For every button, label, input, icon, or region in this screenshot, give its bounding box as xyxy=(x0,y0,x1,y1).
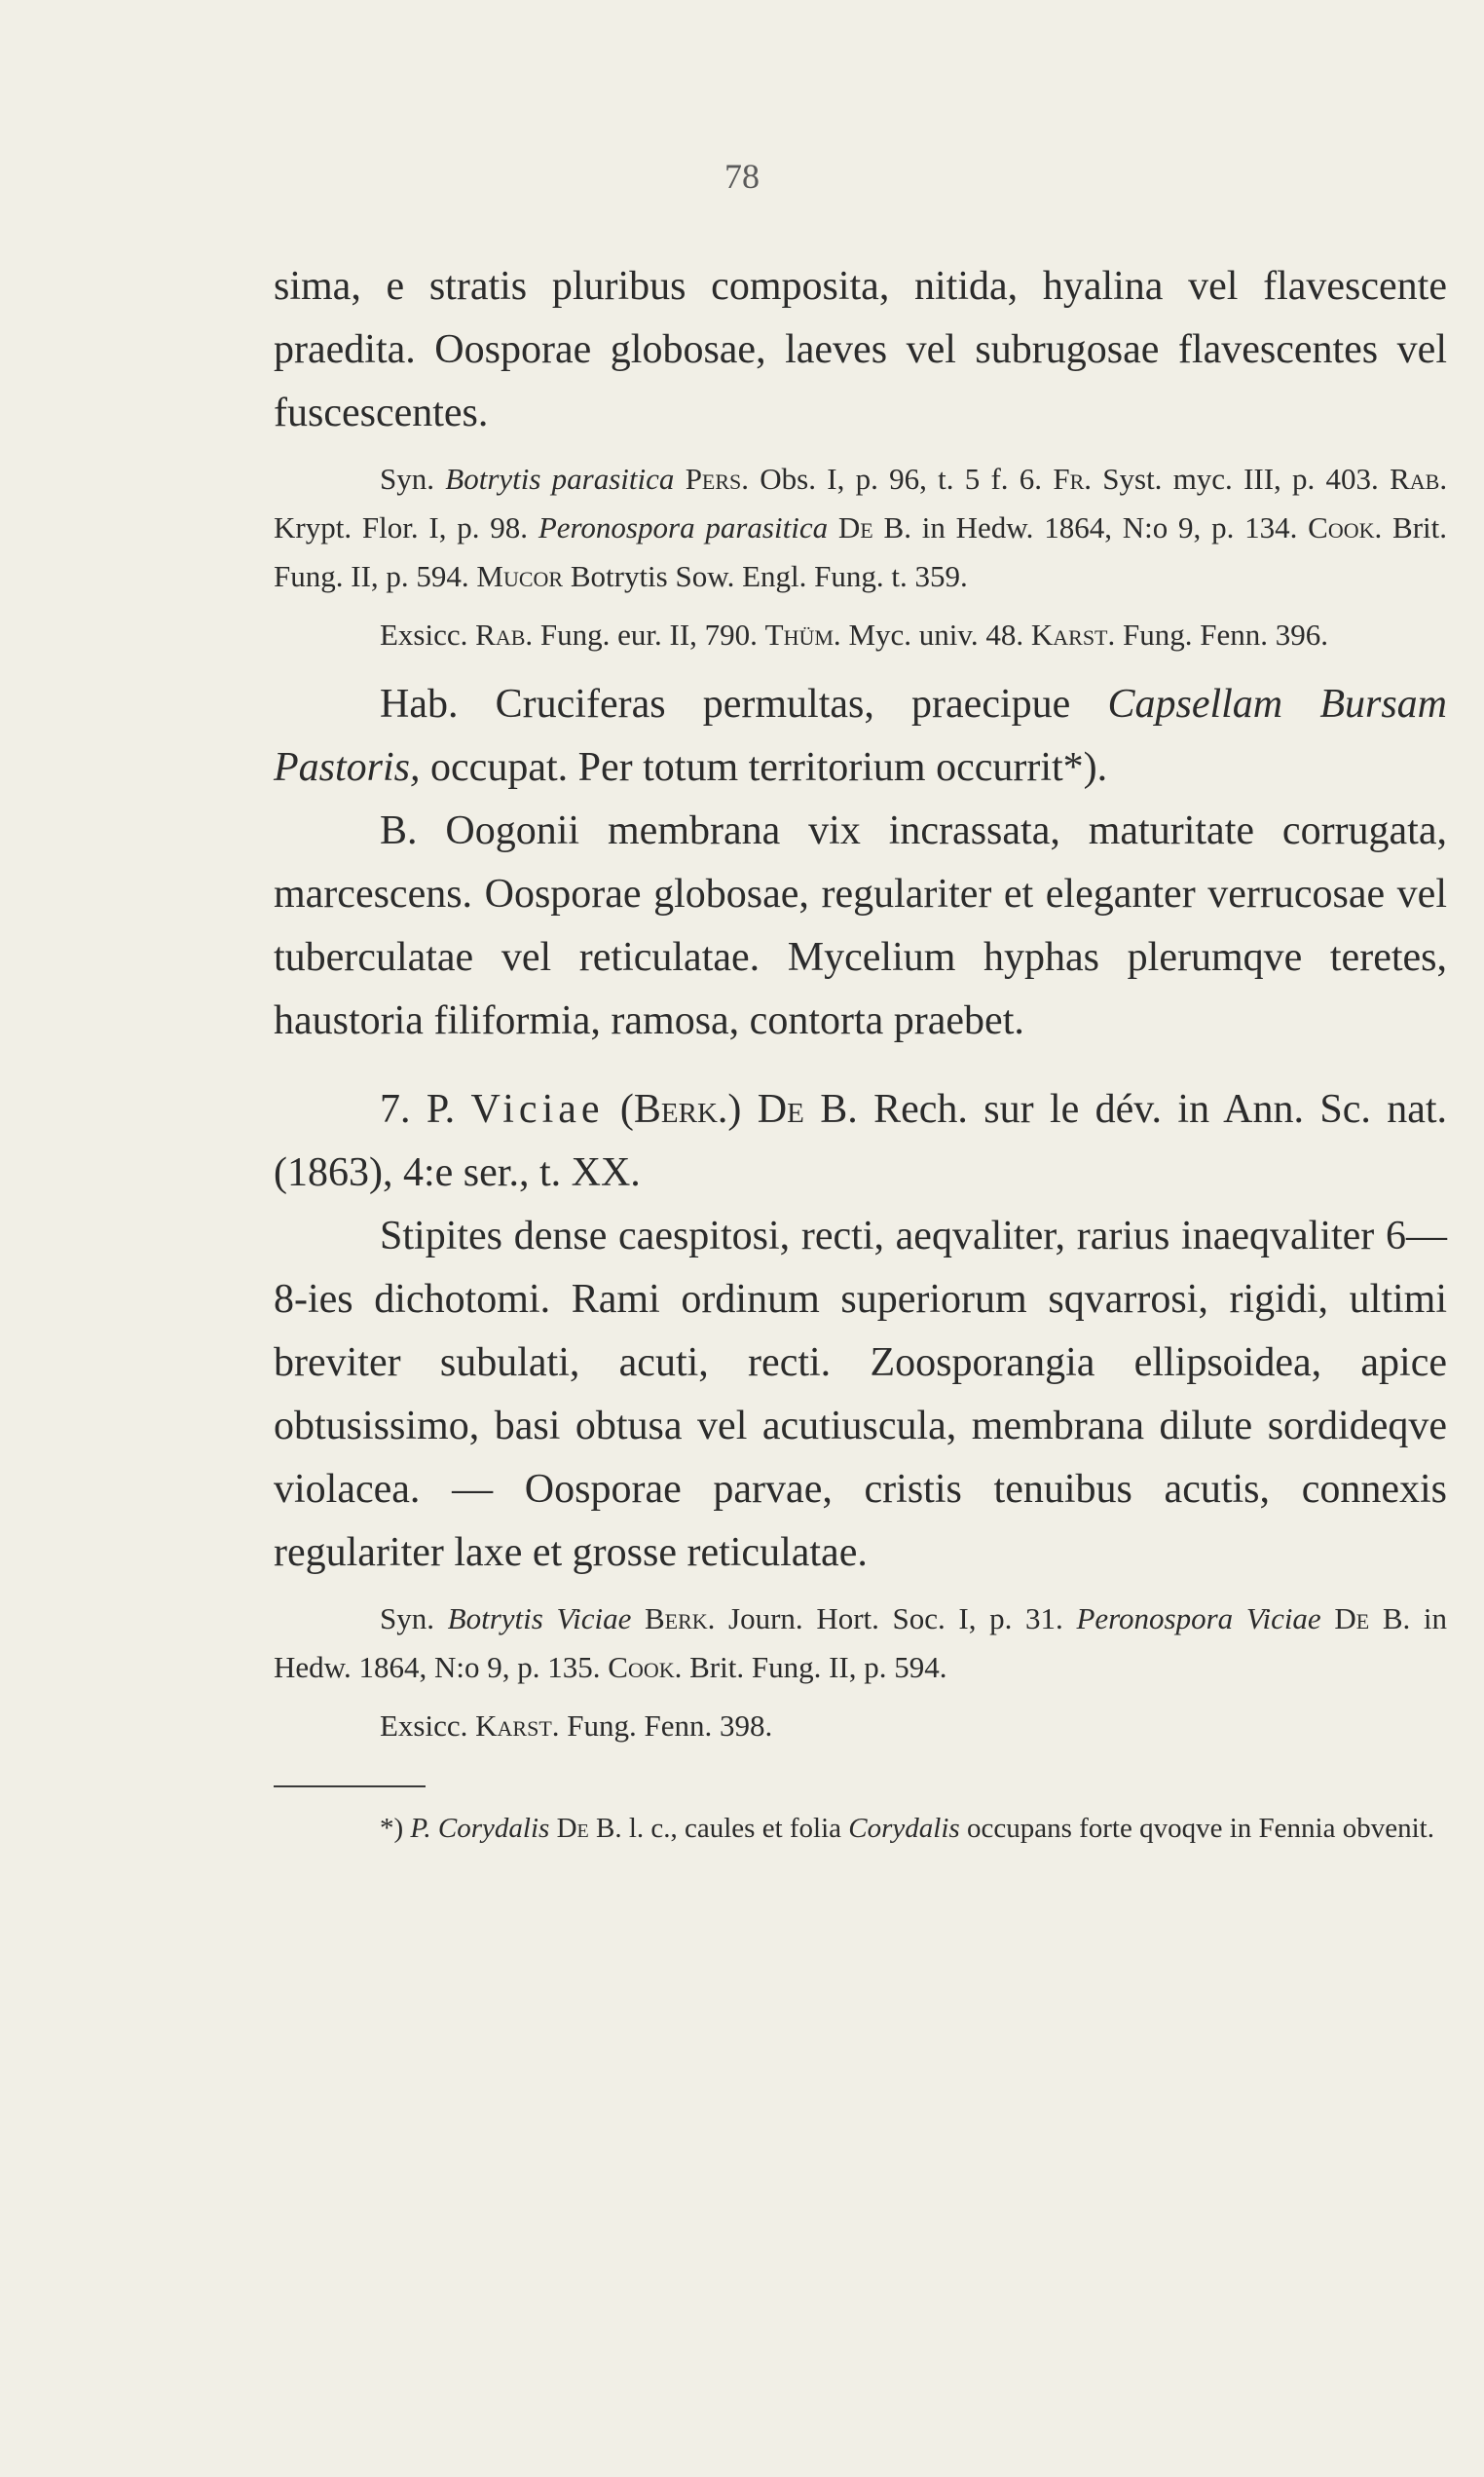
syn-taxon-name: Peronospora Viciae xyxy=(1076,1601,1321,1635)
species-heading xyxy=(274,1078,1447,1205)
syn-author: De xyxy=(1334,1601,1370,1635)
syn-reference: Syst. myc. III, p. 403. xyxy=(1102,462,1379,496)
habitat-lead: Hab. Cruciferas permultas, praecipue xyxy=(380,682,1071,727)
syn-reference: B. in Hedw. 1864, N:o 9, p. 135. xyxy=(274,1601,1447,1684)
exsiccatae-paragraph xyxy=(274,611,1447,659)
species-author: Berk. xyxy=(633,1087,728,1132)
paragraph-oospore-description: sima, e stratis pluribus composita, nitida, hyalina vel flavescente praedita. Oosporae globosae, laeves vel subrugosae flavescentes vel fuscescentes. xyxy=(274,264,1447,435)
text-column xyxy=(274,255,1447,1850)
syn-author: De xyxy=(837,510,873,544)
syn-reference: Brit. Fung. II, p. 594. xyxy=(274,510,1448,593)
footnote-host-name: Corydalis xyxy=(848,1813,960,1844)
syn-reference: Krypt. Flor. I, p. 98. xyxy=(274,510,529,544)
exsicc-reference: Fung. Fenn. 396. xyxy=(1123,618,1328,652)
syn-label: Syn. xyxy=(380,1601,434,1635)
species-reference: B. Rech. sur le dév. in Ann. Sc. nat. (1863), 4:e ser., t. XX. xyxy=(274,1087,1448,1195)
exsicc-author: Rab. xyxy=(475,618,534,652)
species-description: Stipites dense caespitosi, recti, aeqvaliter, rarius inaeqvaliter 6—8-ies dichotomi. Rami ordinum superiorum sqvarrosi, rigidi, ultimi breviter subulati, acuti, recti. Zoosporangia ellipsoidea, apice obtusissimo, basi obtusa vel acutiuscula, membrana dilute sordideqve violacea. — Oosporae parvae, cristis tenuibus acutis, connexis regulariter laxe et grosse reticulatae. xyxy=(274,1214,1447,1575)
syn-reference: Botrytis Sow. Engl. Fung. t. 359. xyxy=(570,559,968,593)
exsicc-reference: Fung. eur. II, 790. xyxy=(539,618,758,652)
footnote-author: De xyxy=(556,1813,589,1844)
syn-author: Cook. xyxy=(608,1650,683,1684)
syn-author: Pers. xyxy=(685,462,750,496)
exsicc-reference: Fung. Fenn. 398. xyxy=(567,1708,773,1743)
variety-b-paragraph: B. Oogonii membrana vix incrassata, maturitate corrugata, marcescens. Oosporae globosae, regulariter et eleganter verrucosae vel tuberculatae vel reticulatae. Mycelium hyphas plerumqve teretes, haustoria filiformia, ramosa, contorta praebet. xyxy=(274,808,1447,1043)
page-number: 78 xyxy=(724,157,760,196)
exsicc-author: Karst. xyxy=(475,1708,560,1743)
syn-author: Cook. xyxy=(1308,510,1383,544)
species-author-2: De xyxy=(757,1087,804,1132)
host-name: Capsellam Bursam Pastoris, xyxy=(274,682,1447,790)
synonyms-paragraph-2 xyxy=(274,1595,1447,1692)
auth-close-paren: ) xyxy=(727,1087,742,1132)
syn-author: Rab. xyxy=(1390,462,1448,496)
auth-open-paren: ( xyxy=(619,1087,634,1132)
footnote xyxy=(274,1807,1447,1850)
exsicc-reference: Myc. univ. 48. xyxy=(848,618,1024,652)
exsicc-label: Exsicc. xyxy=(380,1708,468,1743)
footnote-divider xyxy=(274,1785,426,1787)
syn-reference: B. in Hedw. 1864, N:o 9, p. 134. xyxy=(883,510,1298,544)
syn-label: Syn. xyxy=(380,462,434,496)
syn-author: Mucor xyxy=(476,559,564,593)
syn-taxon-name: Peronospora parasitica xyxy=(538,510,829,544)
syn-reference: Obs. I, p. 96, t. 5 f. 6. xyxy=(760,462,1043,496)
footnote-text: B. l. c., caules et folia xyxy=(595,1813,842,1844)
footnote-taxon-name: P. Corydalis xyxy=(410,1813,550,1844)
syn-taxon-name: Botrytis Viciae xyxy=(447,1601,632,1635)
synonyms-paragraph xyxy=(274,455,1447,601)
syn-taxon-name: Botrytis parasitica xyxy=(445,462,675,496)
species-number: 7. P. xyxy=(380,1087,456,1132)
exsiccatae-paragraph-2 xyxy=(274,1702,1447,1750)
syn-author: Fr. xyxy=(1053,462,1092,496)
footnote-mark: *) xyxy=(380,1813,404,1844)
syn-reference: Journ. Hort. Soc. I, p. 31. xyxy=(728,1601,1063,1635)
exsicc-label: Exsicc. xyxy=(380,618,468,652)
exsicc-author: Thüm. xyxy=(764,618,841,652)
habitat-paragraph xyxy=(274,673,1447,800)
syn-reference: Brit. Fung. II, p. 594. xyxy=(689,1650,947,1684)
footnote-tail: occupans forte qvoqve in Fennia obvenit. xyxy=(966,1813,1434,1844)
exsicc-author: Karst. xyxy=(1030,618,1116,652)
syn-author: Berk. xyxy=(644,1601,716,1635)
species-epithet: Viciae xyxy=(470,1087,605,1132)
habitat-tail: occupat. Per totum territorium occurrit*). xyxy=(430,745,1108,790)
